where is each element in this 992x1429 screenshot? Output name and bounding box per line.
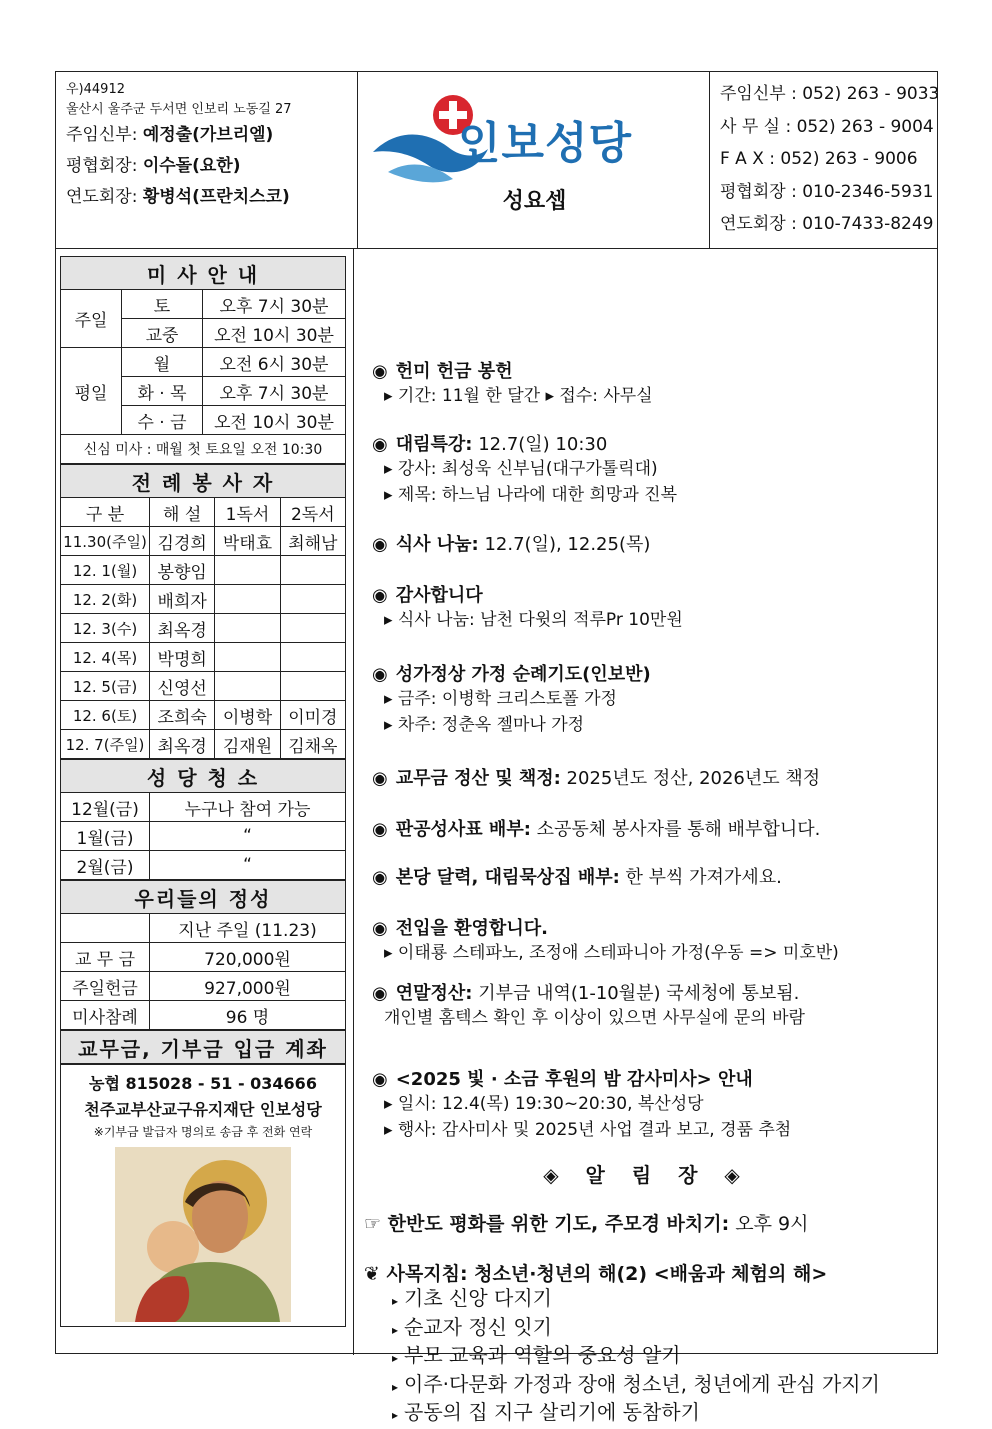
servers-cell bbox=[280, 556, 345, 585]
mass-day: 월 bbox=[122, 348, 203, 377]
announcement-detail: 한 부씩 가져가세요. bbox=[619, 867, 782, 888]
contact-line: 사 무 실 : 052) 263 - 9004 bbox=[720, 116, 934, 137]
servers-cell bbox=[280, 614, 345, 643]
table-row bbox=[61, 851, 346, 880]
bullseye-icon: ◉ bbox=[372, 585, 388, 606]
servers-header: 1독서 bbox=[215, 498, 280, 527]
servers-cell: 12. 2(화) bbox=[61, 585, 150, 614]
church-name: 인보성당 bbox=[458, 118, 633, 169]
offering-table bbox=[60, 880, 346, 1030]
pastoral-heading bbox=[364, 1259, 880, 1286]
cleaning-cell: 누구나 참여 가능 bbox=[150, 793, 346, 822]
announcement-heading bbox=[372, 979, 805, 1005]
table-row bbox=[61, 585, 346, 614]
offering-cell: 927,000원 bbox=[150, 972, 346, 1001]
offering-blank bbox=[61, 914, 150, 943]
account-note: ※기부금 발급자 명의로 송금 후 전화 연락 bbox=[93, 1125, 313, 1139]
servers-header: 구 분 bbox=[61, 498, 150, 527]
account-title: 교무금, 기부금 입금 계좌 bbox=[61, 1031, 346, 1064]
announcement-heading bbox=[372, 430, 677, 456]
contact-line: F A X : 052) 263 - 9006 bbox=[720, 149, 918, 169]
table-row bbox=[61, 943, 346, 972]
mass-time: 오전 6시 30분 bbox=[203, 348, 346, 377]
account-number: 농협 815028 - 51 - 034666 bbox=[89, 1074, 317, 1093]
pastoral-item-text: 순교자 정신 잇기 bbox=[404, 1314, 552, 1339]
table-row bbox=[61, 701, 346, 730]
servers-cell: 12. 7(주일) bbox=[61, 730, 150, 759]
announcement-sub: ▸ 식사 나눔: 남천 다윗의 적루Pr 10만원 bbox=[384, 610, 683, 630]
servers-cell: 12. 4(목) bbox=[61, 643, 150, 672]
announcement bbox=[372, 764, 820, 790]
announcement-title: 성가정상 가정 순례기도(인보반) bbox=[395, 664, 651, 685]
servers-cell bbox=[215, 643, 280, 672]
announcement bbox=[372, 660, 651, 738]
pastoral-item-text: 이주·다문화 가정과 장애 청소년, 청년에게 관심 가지기 bbox=[404, 1371, 880, 1396]
announcement-title: <2025 빛 · 소금 후원의 밤 감사미사> 안내 bbox=[395, 1069, 753, 1090]
table-row bbox=[61, 643, 346, 672]
announcement-title: 감사합니다 bbox=[395, 585, 483, 606]
servers-cell: 12. 3(수) bbox=[61, 614, 150, 643]
servers-header: 해 설 bbox=[150, 498, 215, 527]
mass-schedule-table bbox=[60, 256, 346, 464]
announcement-heading bbox=[372, 914, 839, 940]
announcement-title: 판공성사표 배부: bbox=[395, 819, 531, 840]
cleaning-title: 성 당 청 소 bbox=[61, 760, 346, 793]
devotion-mass-note: 신심 미사 : 매월 첫 토요일 오전 10:30 bbox=[61, 435, 346, 464]
header-person-name: 이수돌(요한) bbox=[142, 156, 241, 176]
header-person-label: 평협회장: bbox=[66, 156, 138, 176]
triangle-bullet-icon: ▸ bbox=[392, 1322, 399, 1337]
announcement-detail: 12.7(일) 10:30 bbox=[472, 434, 608, 455]
announcement bbox=[372, 357, 653, 409]
bullseye-icon: ◉ bbox=[372, 1069, 388, 1090]
cleaning-cell: 2월(금) bbox=[61, 851, 150, 880]
announcement-sub: ▸ 제목: 하느님 나라에 대한 희망과 진복 bbox=[384, 485, 678, 505]
pastoral-item bbox=[392, 1343, 880, 1372]
bulletin-frame bbox=[55, 71, 940, 1424]
pastoral-item-text: 공동의 집 지구 살리기에 동참하기 bbox=[404, 1400, 700, 1424]
account-holder: 천주교부산교구유지재단 인보성당 bbox=[84, 1100, 322, 1119]
servers-cell bbox=[215, 556, 280, 585]
offering-cell: 96 명 bbox=[150, 1001, 346, 1030]
pastoral-item bbox=[392, 1400, 880, 1429]
mass-time: 오전 10시 30분 bbox=[203, 406, 346, 435]
contact-line: 연도회장 : 010-7433-8249 bbox=[720, 214, 934, 234]
mass-time: 오후 7시 30분 bbox=[203, 377, 346, 406]
table-row bbox=[61, 614, 346, 643]
weekday-label: 평일 bbox=[61, 348, 122, 435]
announcement-sub: 개인별 홈텍스 확인 후 이상이 있으면 사무실에 문의 바람 bbox=[384, 1008, 805, 1028]
servers-cell: 김채옥 bbox=[280, 730, 345, 759]
announcement-sub: ▸ 차주: 정춘옥 젤마나 가정 bbox=[384, 715, 585, 735]
announcement-sub: ▸ 금주: 이병학 크리스토폴 가정 bbox=[384, 689, 617, 709]
announcement-heading bbox=[372, 530, 650, 556]
prayer-time: 오후 9시 bbox=[729, 1213, 809, 1235]
table-row bbox=[61, 1001, 346, 1030]
header-left bbox=[56, 72, 358, 248]
cleaning-cell: 1월(금) bbox=[61, 822, 150, 851]
contact-line: 주임신부 : 052) 263 - 9033 bbox=[720, 84, 940, 104]
header-person-name: 예정출(가브리엘) bbox=[142, 125, 274, 145]
servers-cell bbox=[280, 585, 345, 614]
account-box bbox=[60, 1064, 346, 1327]
bullseye-icon: ◉ bbox=[372, 434, 388, 455]
announcement-heading bbox=[372, 581, 683, 607]
bullseye-icon: ◉ bbox=[372, 361, 388, 382]
pastoral-guideline bbox=[364, 1259, 880, 1429]
table-row bbox=[61, 527, 346, 556]
header-person-row bbox=[66, 151, 347, 182]
bullseye-icon: ◉ bbox=[372, 664, 388, 685]
postal-code: 우)44912 bbox=[66, 82, 125, 97]
pastoral-item bbox=[392, 1286, 880, 1315]
announcement bbox=[372, 815, 820, 841]
table-row bbox=[61, 972, 346, 1001]
servers-cell bbox=[215, 672, 280, 701]
left-column bbox=[60, 256, 346, 1327]
pastoral-item-text: 부모 교육과 역할의 중요성 알기 bbox=[404, 1343, 681, 1367]
pastoral-item-text: 기초 신앙 다지기 bbox=[404, 1286, 552, 1310]
servers-cell bbox=[280, 672, 345, 701]
announcement-title: 대림특강: bbox=[395, 434, 473, 455]
table-row bbox=[61, 730, 346, 759]
servers-cell: 12. 6(토) bbox=[61, 701, 150, 730]
prayer-line bbox=[364, 1209, 808, 1236]
table-row bbox=[61, 556, 346, 585]
announcement-detail: 2025년도 정산, 2026년도 책정 bbox=[560, 768, 821, 789]
servers-cell: 봉향임 bbox=[150, 556, 215, 585]
bullseye-icon: ◉ bbox=[372, 918, 388, 939]
offering-subheader: 지난 주일 (11.23) bbox=[150, 914, 346, 943]
servers-cell: 이병학 bbox=[215, 701, 280, 730]
notice-title: ◈ 알 림 장 ◈ bbox=[543, 1163, 750, 1187]
header-person-row bbox=[66, 182, 347, 213]
servers-title: 전 례 봉 사 자 bbox=[61, 465, 346, 498]
announcement-title: 헌미 헌금 봉헌 bbox=[395, 361, 513, 382]
servers-cell: 이미경 bbox=[280, 701, 345, 730]
servers-cell: 배희자 bbox=[150, 585, 215, 614]
announcement-title: 연말정산: bbox=[395, 983, 473, 1004]
account-title-table bbox=[60, 1030, 346, 1064]
announcement bbox=[372, 530, 650, 556]
offering-cell: 미사참례 bbox=[61, 1001, 150, 1030]
announcement-detail: 소공동체 봉사자를 통해 배부합니다. bbox=[530, 819, 821, 840]
announcement bbox=[372, 581, 683, 633]
cleaning-table bbox=[60, 759, 346, 880]
servers-cell: 최옥경 bbox=[150, 614, 215, 643]
header-person-label: 연도회장: bbox=[66, 187, 138, 207]
announcement-sub: ▸ 일시: 12.4(목) 19:30~20:30, 복산성당 bbox=[384, 1094, 704, 1114]
announcement-heading bbox=[372, 357, 653, 383]
mass-day: 화 · 목 bbox=[122, 377, 203, 406]
announcement-sub: ▸ 행사: 감사미사 및 2025년 사업 결과 보고, 경품 추첨 bbox=[384, 1120, 792, 1140]
announcement bbox=[372, 863, 782, 889]
pastoral-title: 사목지침: 청소년·청년의 해(2) <배움과 체험의 해> bbox=[386, 1263, 828, 1285]
servers-cell bbox=[215, 585, 280, 614]
offering-title: 우리들의 정성 bbox=[61, 881, 346, 914]
cleaning-cell: 12월(금) bbox=[61, 793, 150, 822]
announcement bbox=[372, 914, 839, 966]
table-row bbox=[61, 672, 346, 701]
servers-header: 2독서 bbox=[280, 498, 345, 527]
announcement-detail: 기부금 내역(1-10월분) 국세청에 통보됨. bbox=[472, 983, 800, 1004]
servers-cell: 12. 1(월) bbox=[61, 556, 150, 585]
mass-time: 오전 10시 30분 bbox=[203, 319, 346, 348]
mass-day: 교중 bbox=[122, 319, 203, 348]
header-contacts bbox=[709, 72, 940, 248]
address: 울산시 울주군 두서면 인보리 노동길 27 bbox=[66, 102, 292, 117]
servers-cell: 최해남 bbox=[280, 527, 345, 556]
announcement-title: 전입을 환영합니다. bbox=[395, 918, 548, 939]
header-logo-area bbox=[358, 72, 711, 248]
announcement-title: 식사 나눔: bbox=[395, 534, 479, 555]
announcement-sub: ▸ 기간: 11월 한 달간 ▸ 접수: 사무실 bbox=[384, 386, 653, 406]
mass-title: 미 사 안 내 bbox=[61, 257, 346, 290]
announcement-heading bbox=[372, 660, 651, 686]
header-person-row bbox=[66, 120, 347, 151]
servers-cell: 박명희 bbox=[150, 643, 215, 672]
announcement-sub: ▸ 이태룡 스테파노, 조정애 스테파니아 가정(우동 => 미호반) bbox=[384, 943, 839, 963]
servers-cell: 김경희 bbox=[150, 527, 215, 556]
servers-cell bbox=[280, 643, 345, 672]
servers-table bbox=[60, 464, 346, 759]
pastoral-item bbox=[392, 1372, 880, 1401]
bullseye-icon: ◉ bbox=[372, 768, 388, 789]
servers-cell: 박태효 bbox=[215, 527, 280, 556]
mass-time: 오후 7시 30분 bbox=[203, 290, 346, 319]
announcement-heading bbox=[372, 863, 782, 889]
offering-cell: 교 무 금 bbox=[61, 943, 150, 972]
table-row bbox=[61, 793, 346, 822]
announcement-detail: 12.7(일), 12.25(목) bbox=[478, 534, 651, 555]
triangle-bullet-icon: ▸ bbox=[392, 1351, 399, 1365]
header-person-label: 주임신부: bbox=[66, 125, 138, 145]
offering-cell: 주일헌금 bbox=[61, 972, 150, 1001]
announcement bbox=[372, 1065, 791, 1143]
bullseye-icon: ◉ bbox=[372, 534, 388, 555]
announcement-heading bbox=[372, 815, 820, 841]
announcement-heading bbox=[372, 764, 820, 790]
servers-cell: 김재원 bbox=[215, 730, 280, 759]
bulletin-subtitle: 성요셉 bbox=[502, 189, 567, 214]
announcement-title: 교무금 정산 및 책정: bbox=[395, 768, 561, 789]
announcement-title: 본당 달력, 대림묵상집 배부: bbox=[395, 867, 620, 888]
servers-cell: 12. 5(금) bbox=[61, 672, 150, 701]
table-row bbox=[61, 822, 346, 851]
leaf-icon: ❦ bbox=[364, 1263, 387, 1285]
offering-cell: 720,000원 bbox=[150, 943, 346, 972]
announcement bbox=[372, 979, 805, 1031]
triangle-bullet-icon: ▸ bbox=[392, 1379, 399, 1394]
mass-day: 토 bbox=[122, 290, 203, 319]
bullseye-icon: ◉ bbox=[372, 819, 388, 840]
mass-day: 수 · 금 bbox=[122, 406, 203, 435]
right-column bbox=[353, 249, 939, 1424]
header bbox=[56, 72, 940, 249]
announcement-sub: ▸ 강사: 최성욱 신부님(대구가톨릭대) bbox=[384, 459, 658, 479]
triangle-bullet-icon: ▸ bbox=[392, 1294, 399, 1308]
prayer-heading: ☞ 한반도 평화를 위한 기도, 주모경 바치기: bbox=[364, 1213, 730, 1235]
triangle-bullet-icon: ▸ bbox=[392, 1408, 399, 1422]
sunday-label: 주일 bbox=[61, 290, 122, 348]
cleaning-cell: “ bbox=[150, 851, 346, 880]
servers-cell bbox=[215, 614, 280, 643]
contact-line: 평협회장 : 010-2346-5931 bbox=[720, 181, 934, 202]
cleaning-cell: “ bbox=[150, 822, 346, 851]
bullseye-icon: ◉ bbox=[372, 983, 388, 1004]
announcement-heading bbox=[372, 1065, 791, 1091]
servers-cell: 조희숙 bbox=[150, 701, 215, 730]
servers-cell: 신영선 bbox=[150, 672, 215, 701]
saint-joseph-icon bbox=[115, 1147, 291, 1322]
servers-cell: 11.30(주일) bbox=[61, 527, 150, 556]
header-person-name: 황병석(프란치스코) bbox=[142, 187, 290, 207]
servers-cell: 최옥경 bbox=[150, 730, 215, 759]
announcement bbox=[372, 430, 677, 508]
bullseye-icon: ◉ bbox=[372, 867, 388, 888]
pastoral-item bbox=[392, 1315, 880, 1344]
